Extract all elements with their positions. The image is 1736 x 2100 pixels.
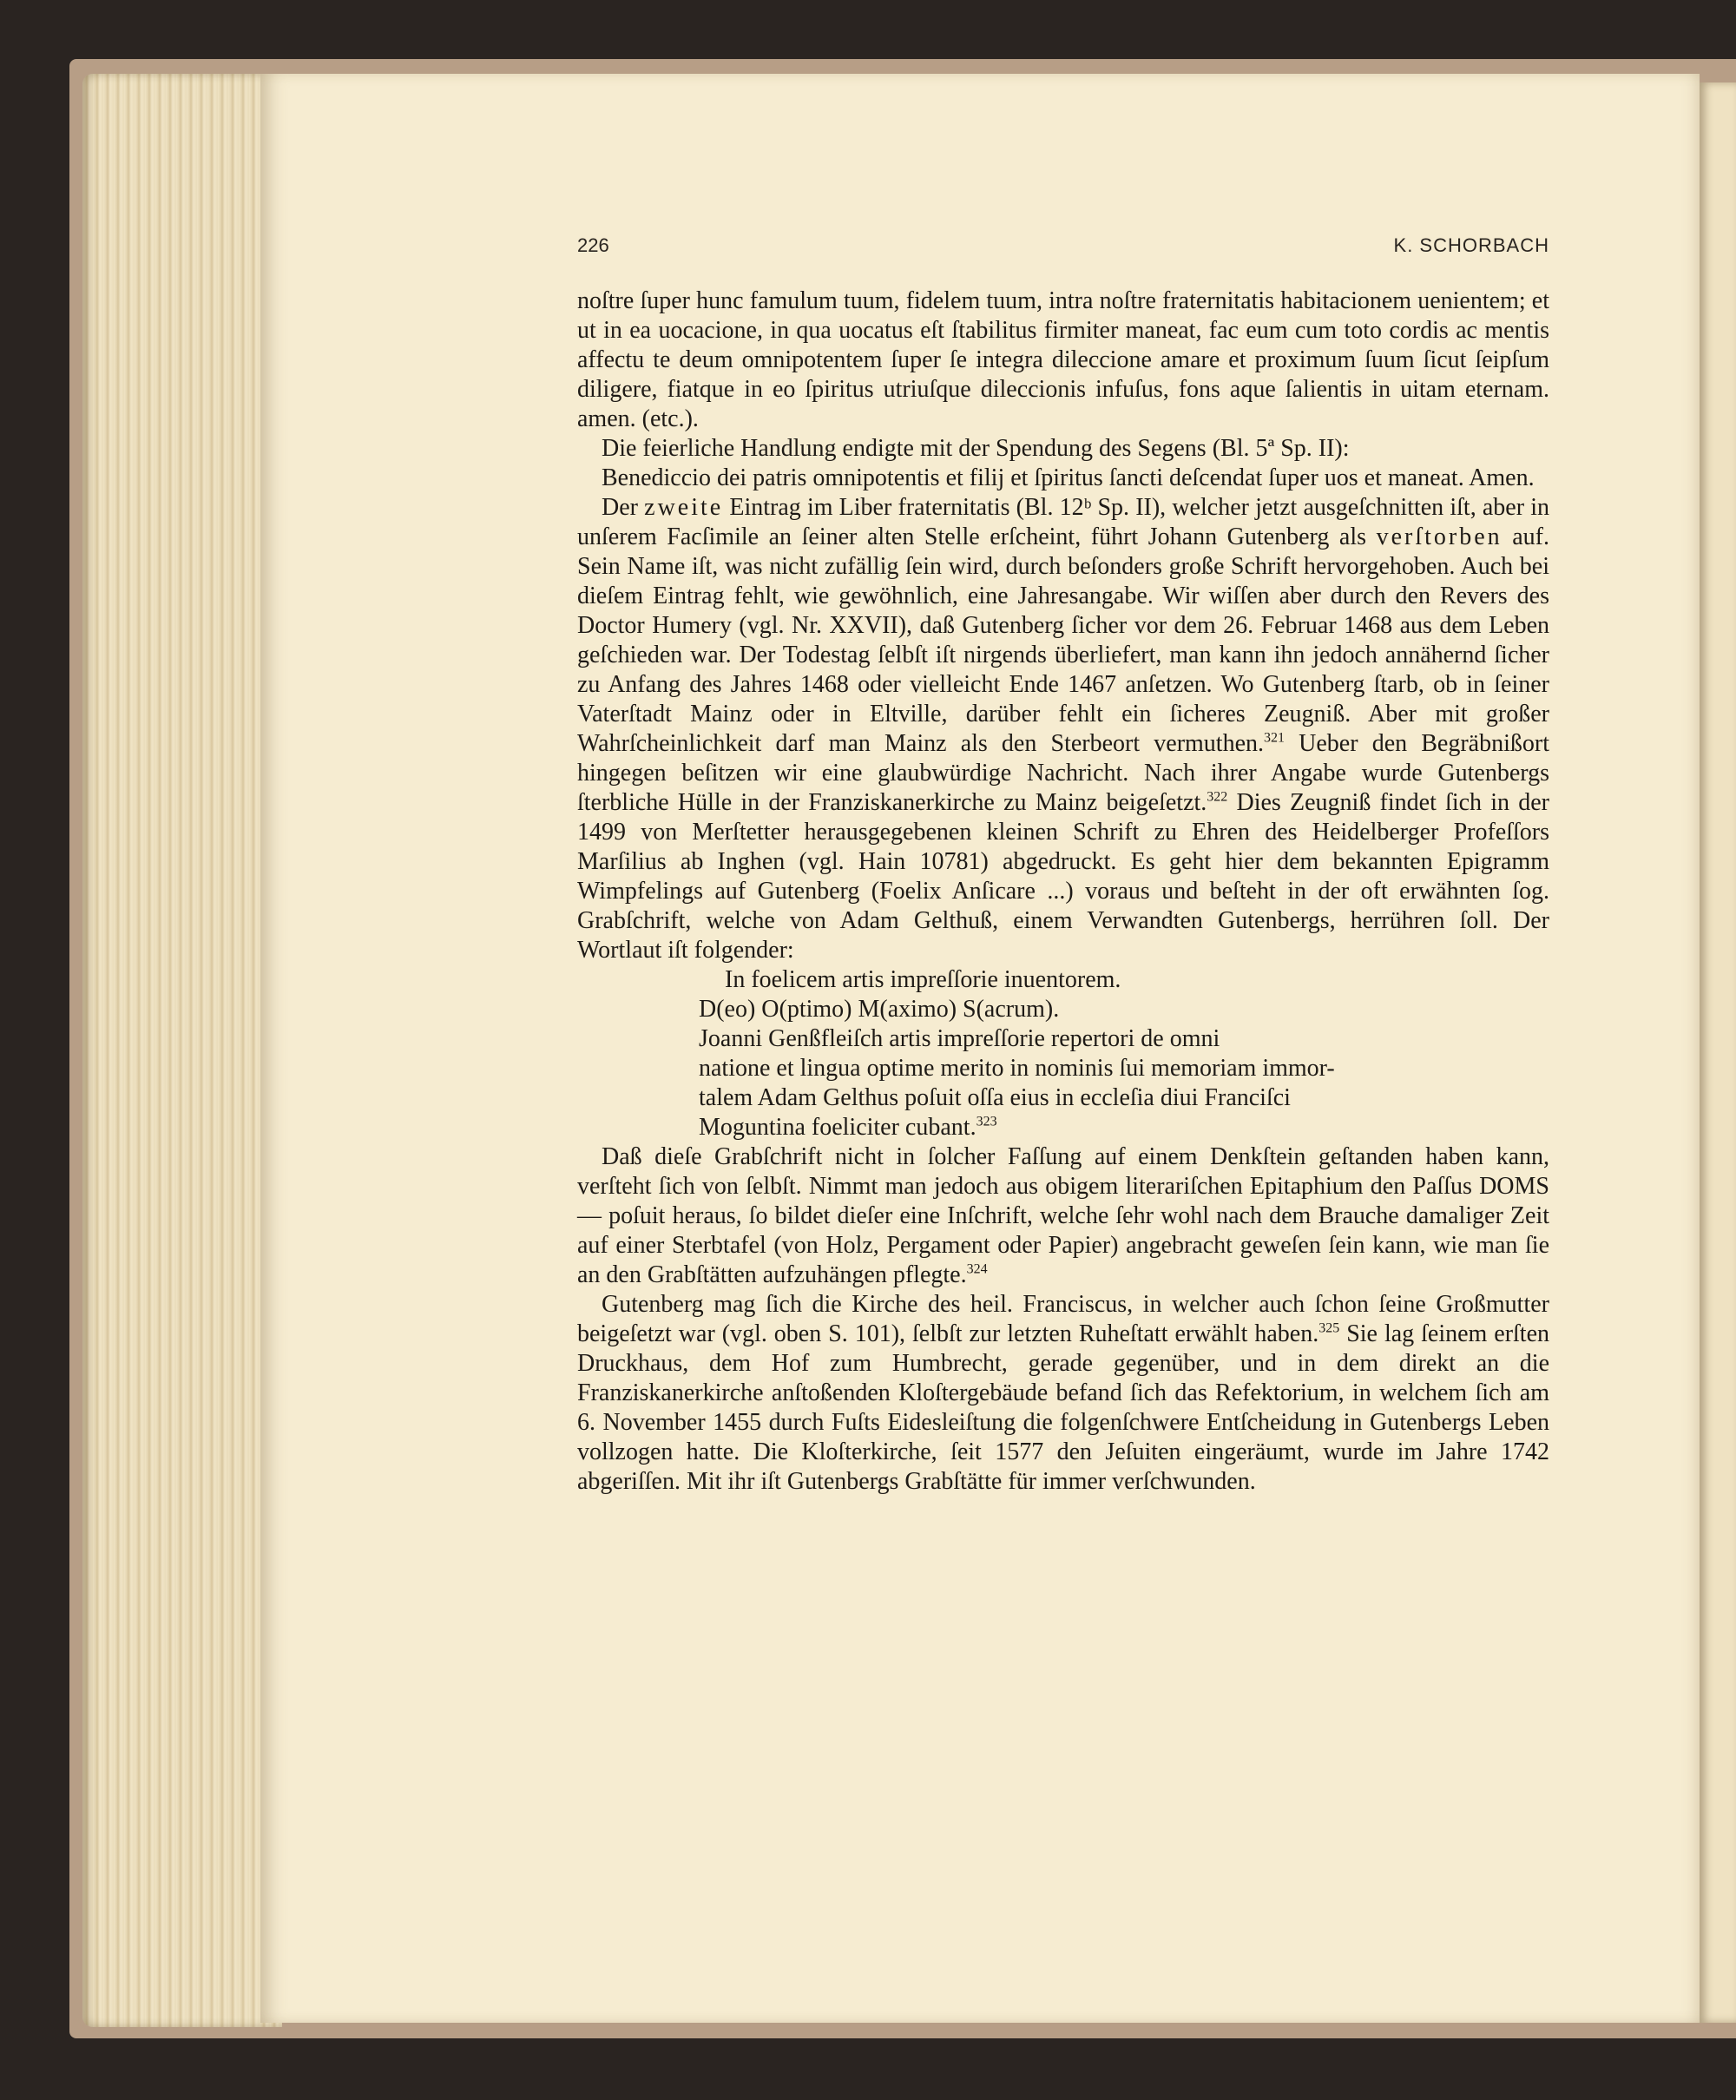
- paragraph-prayer: noſtre ſuper hunc famulum tuum, fidelem tuum, intra noſtre fraternitatis habitacionem uenientem; et ut in ea uocacione, in qua uocatus eſt ſtabilitus firmiter maneat, fac eum cum toto cordis ac mentis affectu te deum omnipotentem ſuper ſe integra dileccione amare et proximum ſuum ſicut ſeipſum diligere, fiatque in eo ſpiritus utriuſque dileccionis infuſus, fons aque ſalientis in uitam eternam. amen. (etc.).: [577, 287, 1549, 432]
- text-span: Gutenberg mag ſich die Kirche des heil. Franciscus, in welcher auch ſchon ſeine Großmutter beigeſetzt war (vgl. oben S. 101), ſelbſt zur letzten Ruheſtatt erwählt haben.: [577, 1291, 1549, 1347]
- text-span: Der: [602, 494, 645, 521]
- facing-page-edge: [1700, 82, 1736, 2023]
- epitaph-line: talem Adam Gelthus poſuit oſſa eius in eccleſia diui Franciſci: [699, 1084, 1291, 1111]
- text-span: Ueber den Begräbnißort hingegen beſitzen wir eine glaubwürdige Nachricht. Nach ihrer Angabe wurde Gutenbergs ſterbliche Hülle in der Franziskanerkirche zu Mainz beigeſetzt.: [577, 730, 1549, 816]
- text-span: Sie lag ſeinem erſten Druckhaus, dem Hof zum Humbrecht, gerade gegenüber, und in dem direkt an die Franziskanerkirche anſtoßenden Kloſtergebäude befand ſich das Refektorium, in welchem ſich am 6. November 1455 durch Fuſts Eidesleiſtung die folgenſchwere Entſcheidung in Gutenbergs Leben vollzogen hatte. Die Kloſterkirche, ſeit 1577 den Jeſuiten eingeräumt, wurde im Jahre 1742 abgeriſſen. Mit ihr iſt Gutenbergs Grabſtätte für immer verſchwunden.: [577, 1320, 1550, 1495]
- paragraph-burial: [577, 1290, 1549, 1497]
- footnote-ref-325: 325: [1318, 1320, 1340, 1336]
- main-text: [577, 286, 1549, 1497]
- text-span: Daß dieſe Grabſchrift nicht in ſolcher Faſſung auf einem Denkſtein geſtanden haben kann, verſteht ſich von ſelbſt. Nimmt man jedoch aus obigem literariſchen Epitaphium den Paſſus DOMS — poſuit heraus, ſo bildet dieſer eine Inſchrift, welche ſehr wohl nach dem Brauche damaliger Zeit auf einer Sterbtafel (von Holz, Pergament oder Papier) angebracht geweſen ſein kann, wie man ſie an den Grabſtätten aufzuhängen pflegte.: [577, 1143, 1549, 1288]
- footnote-ref-323: 323: [976, 1114, 997, 1129]
- running-header: [577, 234, 1549, 269]
- text-span: Dies Zeugniß findet ſich in der 1499 von Merſtetter herausgegebenen kleinen Schrift zu Ehren des Heidelberger Profeſſors Marſilius ab Inghen (vgl. Hain 10781) abgedruckt. Es geht hier dem bekannten Epigramm Wimpfelings auf Gutenberg (Foelix Anſicare ...) voraus und beſteht in der oft erwähnten ſog. Grabſchrift, welche von Adam Gelthuß, einem Verwandten Gutenbergs, herrühren ſoll. Der Wortlaut iſt folgender:: [577, 789, 1549, 964]
- page-number: 226: [577, 234, 609, 256]
- text-span: Moguntina foeliciter cubant.: [699, 1114, 976, 1141]
- footnote-ref-324: 324: [966, 1261, 988, 1277]
- running-head-author: K. SCHORBACH: [1393, 234, 1549, 256]
- epitaph-line: D(eo) O(ptimo) M(aximo) S(acrum).: [699, 996, 1060, 1023]
- text-span: auf. Sein Name iſt, was nicht zufällig ſein wird, durch beſonders große Schrift hervorgehoben. Auch bei dieſem Eintrag fehlt, wie gewöhnlich, eine Jahresangabe. Wir wiſſen aber durch den Revers des Doctor Humery (vgl. Nr. XXVII), daß Gutenberg ſicher vor dem 26. Februar 1468 aus dem Leben geſchieden war. Der Todestag ſelbſt iſt nirgends überliefert, man kann ihn jedoch annähernd ſicher zu Anfang des Jahres 1468 oder vielleicht Ende 1467 anſetzen. Wo Gutenberg ſtarb, ob in ſeiner Vaterſtadt Mainz oder in Eltville, darüber fehlt ein ſicheres Zeugniß. Aber mit großer Wahrſcheinlichkeit darf man Mainz als den Sterbeort vermuthen.: [577, 523, 1549, 757]
- paragraph-blessing-intro: Die feierliche Handlung endigte mit der Spendung des Segens (Bl. 5ª Sp. II):: [602, 435, 1350, 462]
- paragraph-blessing: Benediccio dei patris omnipotentis et filij et ſpiritus ſancti deſcendat ſuper uos et maneat. Amen.: [602, 464, 1535, 491]
- page-edges: [82, 74, 282, 2027]
- text-span: Eintrag im Liber fraternitatis (Bl. 12ᵇ Sp. II), welcher jetzt ausgeſchnitten iſt, aber in unſerem Facſimile an ſeiner alten Stelle erſcheint, führt Johann Gutenberg als: [577, 494, 1549, 550]
- epitaph-line: Joanni Genßfleiſch artis impreſſorie repertori de omni: [699, 1025, 1220, 1052]
- epitaph-line: In foelicem artis impreſſorie inuentorem.: [725, 966, 1121, 993]
- footnote-ref-321: 321: [1264, 730, 1286, 746]
- paragraph-inscription: [577, 1142, 1549, 1290]
- epitaph-quote: [577, 965, 1549, 1142]
- footnote-ref-322: 322: [1207, 789, 1228, 805]
- epitaph-line: [699, 1113, 1549, 1142]
- epitaph-line: natione et lingua optime merito in nominis ſui memoriam immor-: [699, 1055, 1335, 1082]
- spaced-word-verstorben: verſtorben: [1376, 523, 1503, 550]
- spaced-word-zweite: zweite: [644, 494, 724, 521]
- paragraph-second-entry: [577, 493, 1549, 965]
